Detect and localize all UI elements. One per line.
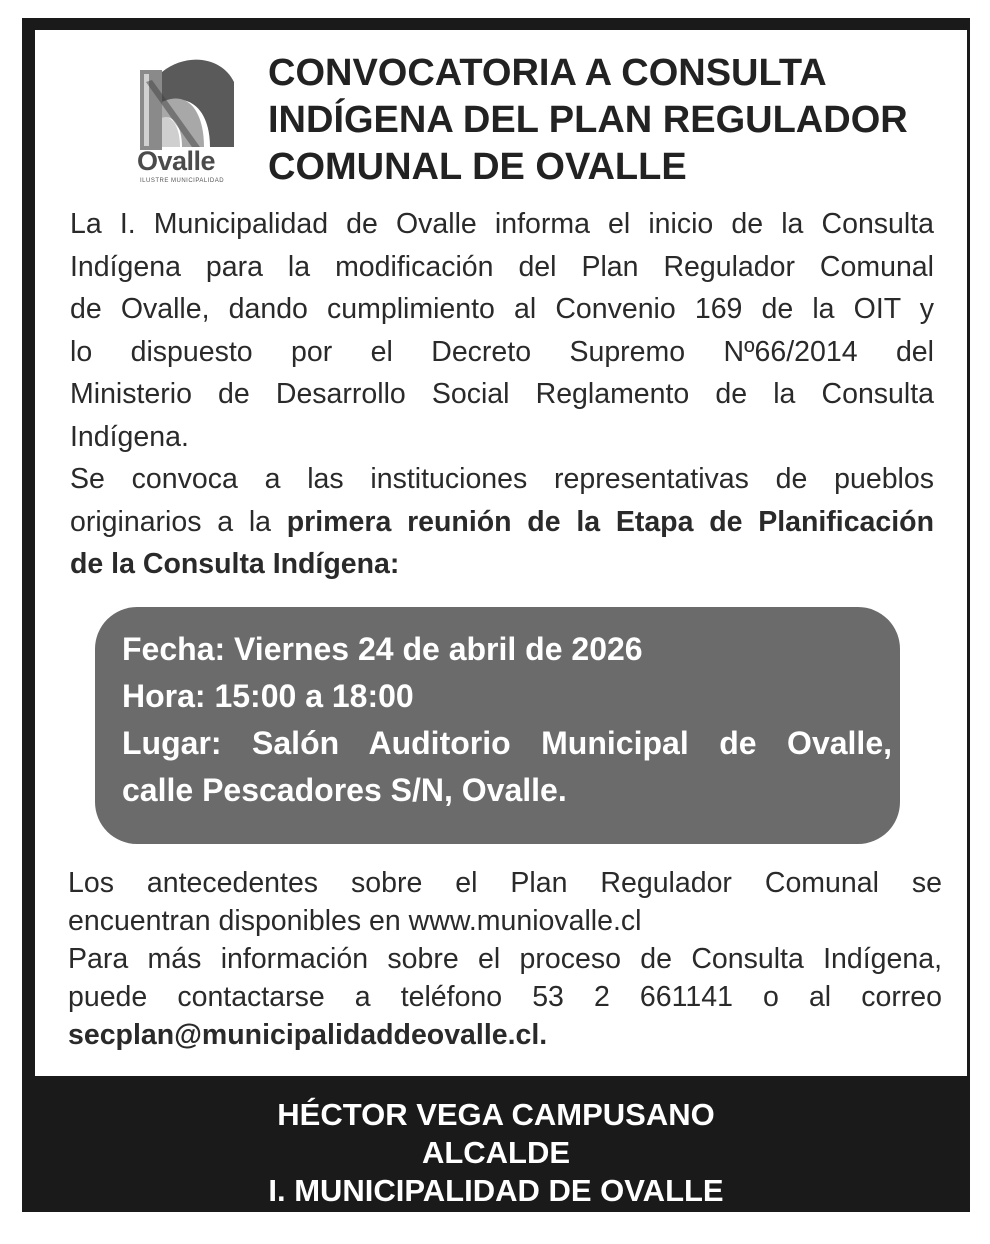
paragraph-line: Indígena para la modificación del Plan Regulador Comunal <box>70 250 934 283</box>
signature-block <box>22 1096 970 1210</box>
title-line: CONVOCATORIA A CONSULTA <box>268 52 827 94</box>
info-line: Los antecedentes sobre el Plan Regulador Comunal se <box>68 867 942 899</box>
event-details <box>122 626 892 814</box>
announcement-text <box>70 203 934 586</box>
event-time: Hora: 15:00 a 18:00 <box>122 678 414 714</box>
info-line: puede contactarse a teléfono 53 2 661141 o al correo <box>68 981 942 1013</box>
logo-name: Ovalle <box>137 146 216 176</box>
paragraph-line: Indígena. <box>70 420 189 453</box>
paragraph-line: Ministerio de Desarrollo Social Reglamento de la Consulta <box>70 378 934 410</box>
logo-subtitle: ILUSTRE MUNICIPALIDAD <box>140 178 225 184</box>
page-title <box>268 50 958 191</box>
institution-name: I. MUNICIPALIDAD DE OVALLE <box>268 1173 724 1208</box>
call-text-bold: primera reunión de la Etapa de Planificación <box>286 505 934 538</box>
paragraph-line: de la Consulta Indígena: <box>70 548 400 580</box>
paragraph-line: lo dispuesto por el Decreto Supremo Nº66/2014 del <box>70 335 934 368</box>
mayor-role: ALCALDE <box>421 1135 571 1170</box>
event-place: Lugar: Salón Auditorio Municipal de Ovalle, <box>122 725 892 761</box>
title-line: COMUNAL DE OVALLE <box>268 146 687 188</box>
contact-info <box>68 864 942 1054</box>
mayor-name: HÉCTOR VEGA CAMPUSANO <box>277 1097 715 1132</box>
info-line: Para más información sobre el proceso de Consulta Indígena, <box>68 943 942 975</box>
info-line: encuentran disponibles en www.muniovalle.cl <box>68 905 642 937</box>
event-date: Fecha: Viernes 24 de abril de 2026 <box>122 631 643 667</box>
contact-email: secplan@municipalidaddeovalle.cl. <box>68 1019 548 1051</box>
event-address: calle Pescadores S/N, Ovalle. <box>122 772 567 808</box>
paragraph-line <box>70 501 934 544</box>
paragraph-line: de Ovalle, dando cumplimiento al Convenio 169 de la OIT y <box>70 293 934 325</box>
title-line: INDÍGENA DEL PLAN REGULADOR <box>268 99 908 141</box>
call-text: originarios a la <box>70 505 287 538</box>
paragraph-line: Se convoca a las instituciones representativas de pueblos <box>70 463 934 495</box>
paragraph-line: La I. Municipalidad de Ovalle informa el inicio de la Consulta <box>70 208 934 240</box>
